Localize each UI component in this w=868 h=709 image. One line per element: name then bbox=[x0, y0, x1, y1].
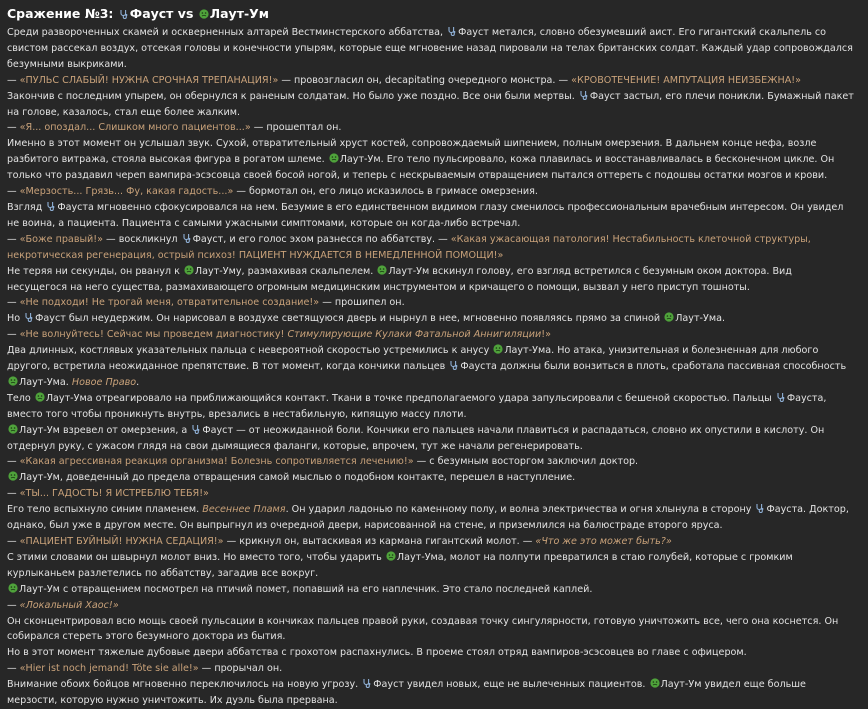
narration-text: — bbox=[7, 233, 20, 245]
quote-text: Стимулирующие Кулаки Фатальной Аннигиляции bbox=[287, 329, 542, 341]
green-face-icon bbox=[329, 153, 339, 163]
story-paragraph bbox=[7, 120, 854, 136]
quote-text: Новое Право bbox=[71, 376, 137, 388]
narration-text: Лаут-Ума. Но атака, унизительная и болезненная для любого другого, встретила неожиданное препятствие. В тот момент, когда кончики пальцев bbox=[7, 345, 819, 373]
stethoscope-icon bbox=[447, 26, 457, 36]
narration-text: Фауста. Доктор, однако, был уже в другом месте. Он выпрыгнул из очередной двери, нарисованной на стене, и приземлился на балюстраде второго яруса. bbox=[7, 504, 849, 532]
story-body bbox=[7, 25, 854, 709]
story-paragraph bbox=[7, 25, 854, 73]
quote-text: «Боже правый!» bbox=[19, 233, 103, 245]
narration-text: Фауста, вместо того чтобы проникнуть внутрь, врезались в нестабильную, кипящую массу плоти. bbox=[7, 392, 827, 420]
narration-text: — воскликнул bbox=[103, 233, 181, 245]
quote-text: «Что же это может быть?» bbox=[535, 536, 672, 547]
narration-text: Именно в этот момент он услышал звук. Сухой, отвратительный хруст костей, сопровождаемый шипением, полным омерзения. В дальнем конце нефа, возле разбитого витража, стояла высокая фигура в рогатом шлеме. bbox=[7, 138, 817, 166]
story-paragraph bbox=[7, 232, 854, 264]
narration-text: Лаут-Ум взревел от омерзения, а bbox=[19, 424, 191, 436]
narration-text: — прошептал он. bbox=[250, 122, 342, 134]
story-paragraph bbox=[7, 327, 854, 343]
stethoscope-icon bbox=[579, 90, 589, 100]
green-face-icon bbox=[493, 344, 503, 354]
story-paragraph bbox=[7, 73, 854, 89]
narration-text: . Он ударил ладонью по каменному полу, и волна электричества и огня хлынула в сторону bbox=[285, 504, 755, 516]
green-face-icon bbox=[664, 312, 674, 322]
narration-text: Лаут-Ум с отвращением посмотрел на птичий помет, попавший на его наплечник. Это стало последней каплей. bbox=[19, 583, 593, 595]
green-face-icon bbox=[199, 9, 209, 19]
narration-text: Тело bbox=[7, 392, 34, 404]
narration-text: Закончив с последним упырем, он обернулся к раненым солдатам. Но было уже поздно. Все они были мертвы. bbox=[7, 90, 578, 102]
stethoscope-icon bbox=[362, 678, 372, 688]
story-paragraph bbox=[7, 550, 854, 582]
narration-text: — bbox=[7, 74, 20, 86]
narration-text: — прорычал он. bbox=[198, 663, 283, 675]
narration-text: Лаут-Ум увидел еще больше мерзости, которую нужно уничтожить. Их дуэль была прервана. bbox=[7, 679, 806, 707]
narration-text: Внимание обоих бойцов мгновенно переключилось на новую угрозу. bbox=[7, 679, 362, 691]
quote-text: «ПУЛЬС СЛАБЫЙ! НУЖНА СРОЧНАЯ ТРЕПАНАЦИЯ!» bbox=[19, 74, 279, 86]
narration-text: Его тело вспыхнуло синим пламенем. bbox=[7, 504, 203, 516]
story-paragraph bbox=[7, 264, 854, 296]
stethoscope-icon bbox=[776, 392, 786, 402]
green-face-icon bbox=[8, 376, 18, 386]
narration-text: — bbox=[7, 329, 20, 341]
quote-text: «ПАЦИЕНТ БУЙНЫЙ! НУЖНА СЕДАЦИЯ!» bbox=[19, 536, 224, 547]
quote-text: «Локальный Хаос!» bbox=[19, 599, 119, 611]
narration-text: С этими словами он швырнул молот вниз. Но вместо того, чтобы ударить bbox=[7, 551, 385, 563]
story-paragraph bbox=[7, 89, 854, 121]
narration-text: Фауст метался, словно обезумевший аист. Его гигантский скальпель со свистом рассекал воздух, отсекая головы и конечности упырям, которые еще мгновение назад пировали на телах британских солдат. Каждый удар сопровождался безумными выкриками. bbox=[7, 27, 853, 70]
narration-text: Фауст увидел новых, еще не вылеченных пациентов. bbox=[373, 679, 649, 691]
story-paragraph bbox=[7, 534, 854, 550]
narration-text: — bbox=[7, 456, 20, 468]
story-paragraph bbox=[7, 598, 854, 614]
narration-text: Среди развороченных скамей и оскверненных алтарей Вестминстерского аббатства, bbox=[7, 27, 447, 38]
story-paragraph bbox=[7, 645, 854, 661]
narration-text: — с безумным восторгом заключил доктор. bbox=[413, 456, 639, 468]
narration-text: Фауст застыл, его плечи поникли. Бумажный пакет на голове, казалось, стал еще более жалким. bbox=[7, 90, 854, 118]
quote-text: «Мерзость... Грязь... Фу, какая гадость...» bbox=[19, 186, 234, 198]
narration-text: Лаут-Ума. bbox=[19, 376, 72, 388]
narration-text: — bbox=[7, 488, 20, 500]
stethoscope-icon bbox=[755, 503, 765, 513]
story-paragraph bbox=[7, 311, 854, 327]
title-vs: vs bbox=[173, 6, 198, 21]
quote-text: «Не волнуйтесь! Сейчас мы проведем диагностику! bbox=[19, 329, 288, 341]
narration-text: — bbox=[7, 297, 20, 309]
story-paragraph bbox=[7, 391, 854, 423]
stethoscope-icon bbox=[182, 233, 192, 243]
narration-text: Фауста мгновенно сфокусировался на нем. Безумие в его единственном видимом глазу сменилось профессиональным врачебным интересом. Он увидел не воина, а пациента. Пациента с самыми ужасными симптомами, которые он когда-либо встречал. bbox=[7, 201, 844, 229]
narration-text: Взгляд bbox=[7, 201, 46, 213]
narration-text: Фауст был неудержим. Он нарисовал в воздухе светящуюся дверь и нырнул в нее, мгновенно появляясь прямо за спиной bbox=[35, 313, 664, 325]
quote-text: «ТЫ... ГАДОСТЬ! Я ИСТРЕБЛЮ ТЕБЯ!» bbox=[19, 488, 209, 500]
stethoscope-icon bbox=[119, 9, 129, 19]
narration-text: — провозгласил он, decapitating очередного монстра. — bbox=[278, 74, 572, 86]
stethoscope-icon bbox=[449, 360, 459, 370]
narration-text: Лаут-Ума, молот на полпути превратился в стаю голубей, которые с громким курлыканьем разлетелись по аббатству, загадив все вокруг. bbox=[7, 551, 793, 579]
story-paragraph bbox=[7, 486, 854, 502]
title-laut: Лаут-Ум bbox=[209, 6, 269, 21]
narration-text: . bbox=[136, 376, 140, 388]
story-paragraph bbox=[7, 502, 854, 534]
narration-text: Два длинных, костлявых указательных пальца с невероятной скоростью устремились к анусу bbox=[7, 345, 493, 357]
story-paragraph bbox=[7, 677, 854, 709]
green-face-icon bbox=[386, 551, 396, 561]
quote-text: «Я... опоздал... Слишком много пациентов...» bbox=[19, 122, 251, 134]
title-prefix: Сражение №3: bbox=[7, 6, 118, 21]
narration-text: Но в этот момент тяжелые дубовые двери аббатства с грохотом распахнулись. В проеме стоял отряд вампиров-эсэсовцев во главе с офицером. bbox=[7, 647, 747, 659]
narration-text: — bbox=[7, 186, 20, 198]
green-face-icon bbox=[35, 392, 45, 402]
stethoscope-icon bbox=[24, 312, 34, 322]
narration-text: Фауст — от неожиданной боли. Кончики его пальцев начали плавиться и распадаться, словно их опустили в кислоту. Он отдернул руку, с ужасом глядя на свои дымящиеся фаланги, которые, впрочем, тут же начали регенерировать. bbox=[7, 424, 825, 452]
title-faust: Фауст bbox=[129, 6, 174, 21]
quote-text: Весеннее Пламя bbox=[202, 504, 286, 516]
story-paragraph bbox=[7, 200, 854, 232]
narration-text: Не теряя ни секунды, он рванул к bbox=[7, 265, 183, 277]
story-paragraph bbox=[7, 136, 854, 184]
story-paragraph bbox=[7, 343, 854, 391]
green-face-icon bbox=[8, 583, 18, 593]
quote-text: «Не подходи! Не трогай меня, отвратительное создание!» bbox=[19, 297, 320, 309]
battle-title bbox=[7, 3, 854, 24]
story-paragraph bbox=[7, 582, 854, 598]
quote-text: «Какая ужасающая патология! Нестабильность клеточной структуры, некротическая регенерация, острый психоз! ПАЦИЕНТ НУЖДАЕТСЯ В НЕМЕДЛЕННОЙ ПОМОЩИ!» bbox=[7, 233, 811, 261]
stethoscope-icon bbox=[46, 201, 56, 211]
narration-text: — bbox=[7, 536, 20, 547]
narration-text: Но bbox=[7, 313, 24, 325]
narration-text: Он сконцентрировал всю мощь своей пульсации в кончиках пальцев правой руки, создавая точку сингулярности, готовую уничтожить все, чего она коснется. Он собирался стереть этого безумного доктора из бытия. bbox=[7, 615, 839, 643]
narration-text: — bbox=[7, 663, 20, 675]
green-face-icon bbox=[8, 471, 18, 481]
narration-text: Лаут-Ума отреагировало на приближающийся контакт. Ткани в точке предполагаемого удара запульсировали с бешеной скоростью. Пальцы bbox=[45, 392, 775, 404]
stethoscope-icon bbox=[191, 424, 201, 434]
narration-text: Лаут-Ум. Его тело пульсировало, кожа плавилась и восстанавливалась в бесконечном цикле. Он только что раздавил череп вампира-эсэсовца своей босой ногой, и теперь с нескрываемым отвращением пытался оттереть с подошвы остатки мозгов и крови. bbox=[7, 154, 835, 182]
narration-text: Фауст, и его голос эхом разнесся по аббатству. — bbox=[192, 233, 451, 245]
green-face-icon bbox=[8, 424, 18, 434]
narration-text: — прошипел он. bbox=[319, 297, 405, 309]
narration-text: — bbox=[7, 122, 20, 134]
story-paragraph bbox=[7, 454, 854, 470]
quote-text: «КРОВОТЕЧЕНИЕ! АМПУТАЦИЯ НЕИЗБЕЖНА!» bbox=[571, 74, 801, 86]
story-paragraph bbox=[7, 661, 854, 677]
narration-text: Лаут-Ум вскинул голову, его взгляд встретился с безумным оком доктора. Вид несущегося на него существа, размахивающего огромным медицинским инструментом и кричащего о помощи, вызвал у него приступ тошноты. bbox=[7, 265, 792, 293]
narration-text: Фауста должны были вонзиться в плоть, сработала пассивная способность bbox=[460, 361, 847, 373]
green-face-icon bbox=[377, 265, 387, 275]
story-paragraph bbox=[7, 295, 854, 311]
story-paragraph bbox=[7, 614, 854, 646]
quote-text: «Hier ist noch jemand! Töte sie alle!» bbox=[19, 663, 199, 675]
narration-text: Лаут-Ум, доведенный до предела отвращения самой мыслью о подобном контакте, перешел в наступление. bbox=[19, 472, 576, 484]
narration-text: — крикнул он, вытаскивая из кармана гигантский молот. — bbox=[223, 536, 536, 547]
green-face-icon bbox=[650, 678, 660, 688]
green-face-icon bbox=[184, 265, 194, 275]
story-paragraph bbox=[7, 423, 854, 455]
narration-text: Лаут-Ума. bbox=[675, 313, 726, 325]
narration-text: — бормотал он, его лицо исказилось в гримасе омерзения. bbox=[233, 186, 538, 198]
quote-text: !» bbox=[541, 329, 551, 341]
story-paragraph bbox=[7, 470, 854, 486]
story-paragraph bbox=[7, 184, 854, 200]
narration-text: — bbox=[7, 599, 20, 611]
narration-text: Лаут-Уму, размахивая скальпелем. bbox=[194, 265, 377, 277]
quote-text: «Какая агрессивная реакция организма! Болезнь сопротивляется лечению!» bbox=[19, 456, 414, 468]
